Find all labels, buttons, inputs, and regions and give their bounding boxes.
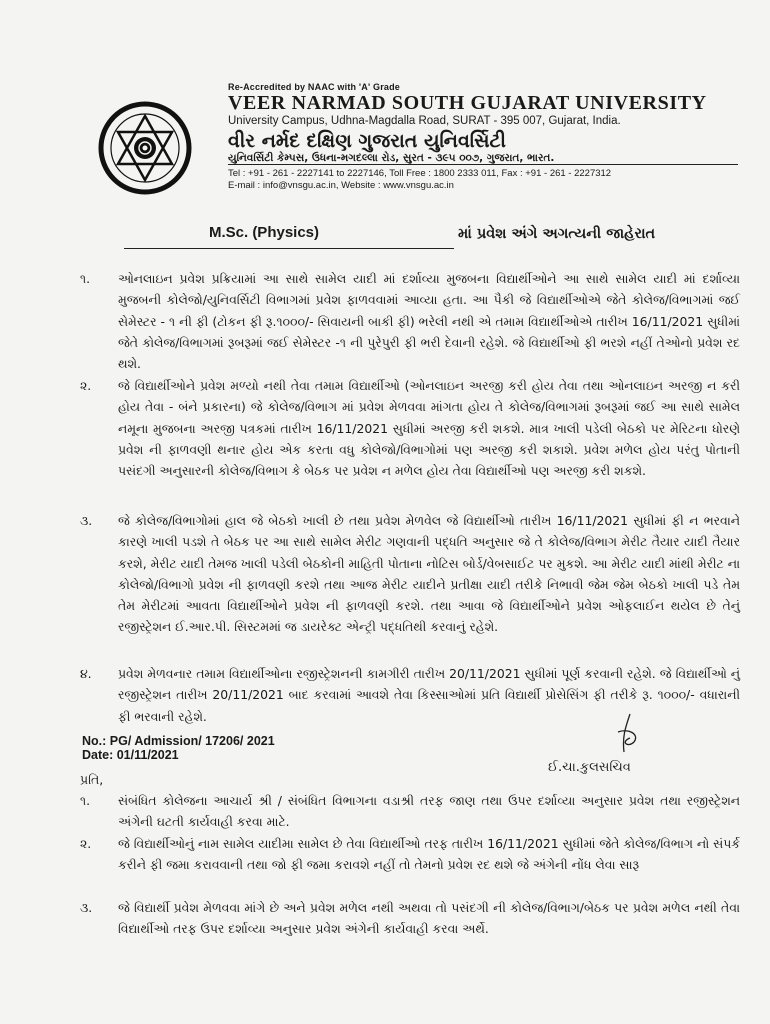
reference-date: Date: 01/11/2021 — [82, 748, 179, 762]
paragraph-text: પ્રવેશ મેળવનાર તમામ વિદ્યાર્થીઓના રજીસ્ટ્રેશનની કામગીરી તારીખ 20/11/2021 સુધીમાં પૂર્ણ કરવાની રહેશે. જે વિદ્યાર્થીઓ નું રજીસ્ટ્રેશન તારીખ 20/11/2021 બાદ કરવામાં આવશે તેવા કિસ્સાઓમાં પ્રતિ વિદ્યાર્થી પ્રોસેસિંગ ફી તરીકે રૂ. ૧૦૦૦/- વધારાની ફી ભરવાની રહેશે. — [118, 666, 740, 724]
paragraph-2 — [80, 375, 740, 481]
subject-text: M.Sc. (Physics) — [208, 224, 320, 241]
paragraph-1 — [80, 268, 740, 374]
contact-email-line: E-mail : info@vnsgu.ac.in, Website : www.vnsgu.ac.in — [228, 180, 454, 191]
recipient-text: જે વિદ્યાર્થી પ્રવેશ મેળવવા માંગે છે અને પ્રવેશ મળેલ નથી અથવા તો પસંદગી ની કોલેજ/વિભાગ/બેઠક પર પ્રવેશ મળેલ નથી તેવા વિદ્યાર્થીઓ તરફ ઉપર દર્શાવ્યા અનુસાર પ્રવેશ અંગેની કાર્યવાહી કરવા અર્થે. — [118, 900, 740, 937]
paragraph-text: જે વિદ્યાર્થીઓને પ્રવેશ મળ્યો નથી તેવા તમામ વિદ્યાર્થીઓ (ઓનલાઇન અરજી કરી હોય તેવા તથા ઓનલાઇન અરજી ન કરી હોય તેવા - બંને પ્રકારના) જે કોલેજ/વિભાગ માં પ્રવેશ મેળવવા માંગતા હોય તે કોલેજ/વિભાગમાં રૂબરૂમાં જઈ આ સાથે સામેલ નમૂના મુજબના અરજી પત્રકમાં તારીખ 16/11/2021 સુધીમાં અરજી કરી શકશે. માત્ર ખાલી પડેલી બેઠકો પર મેરિટના ધોરણે પ્રવેશ ની ફાળવણી થનાર હોય એક કરતા વધુ કોલેજો/વિભાગોમાં પણ અરજી કરી શકાશે. પ્રવેશ મળેલ હોય પરંતુ પોતાની પસંદગી અનુસારની કોલેજ/વિભાગ કે બેઠક પર પ્રવેશ ન મળેલ હોય તેવા વિદ્યાર્થીઓ પણ અરજી કરી શકશે. — [118, 378, 740, 479]
address-gujarati: યુનિવર્સિટી કેમ્પસ, ઉધના-મગદલ્લા રોડ, સુરત - ૩૯૫ ૦૦૭, ગુજરાત, ભારત. — [228, 152, 555, 164]
recipient-number: ૩. — [80, 900, 93, 915]
university-name-english: VEER NARMAD SOUTH GUJARAT UNIVERSITY — [228, 92, 707, 114]
letterhead — [228, 82, 718, 165]
paragraph-3 — [80, 510, 740, 638]
recipient-number: ૨. — [80, 836, 92, 851]
header-divider — [228, 164, 738, 165]
contact-phone-line: Tel : +91 - 261 - 2227141 to 2227146, Toll Free : 1800 2333 011, Fax : +91 - 261 - 2227312 — [228, 168, 612, 179]
paragraph-text: ઓનલાઇન પ્રવેશ પ્રક્રિયામાં આ સાથે સામેલ યાદી માં દર્શાવ્યા મુજબના વિદ્યાર્થીઓને આ સાથે સામેલ યાદી માં દર્શાવ્યા મુજબની કોલેજો/યુનિવર્સિટી વિભાગમાં પ્રવેશ ફાળવવામાં આવ્યા હતા. આ પૈકી જે વિદ્યાર્થીઓએ જેતે કોલેજ/વિભાગમાં જઈ સેમેસ્ટર - ૧ ની ફી (ટોકન ફી રૂ.૧૦૦૦/- સિવાયની બાકી ફી) ભરેલી નથી એ તમામ વિદ્યાર્થીઓએ તારીખ 16/11/2021 સુધીમાં જેતે કોલેજ/વિભાગમાં રૂબરૂમાં જઈ સેમેસ્ટર -૧ ની પુરેપુરી ફી ભરી દેવાની રહેશે. જે વિદ્યાર્થીઓ ફી ભરશે નહીં તેઓનો પ્રવેશ રદ થશે. — [118, 271, 740, 372]
notice-subject — [124, 224, 454, 249]
recipient-2 — [80, 833, 740, 876]
contact-info — [228, 168, 748, 192]
recipient-number: ૧. — [80, 793, 91, 808]
reference-number: No.: PG/ Admission/ 17206/ 2021 — [82, 734, 275, 748]
paragraph-number: ૪. — [80, 666, 92, 681]
signatory-title: ઈ.ચા.કુલસચિવ — [548, 760, 631, 775]
notice-title — [124, 224, 684, 250]
paragraph-number: ૨. — [80, 378, 92, 393]
accreditation-text: Re-Accredited by NAAC with 'A' Grade — [228, 82, 401, 92]
paragraph-number: ૧. — [80, 271, 91, 286]
notice-title-rest: માં પ્રવેશ અંગે અગત્યની જાહેરાત — [458, 226, 656, 242]
university-name-gujarati: વીર નર્મદ દક્ષિણ ગુજરાત યુનિવર્સિટી — [228, 130, 506, 152]
university-seal-logo — [80, 100, 210, 196]
signature-scribble — [600, 712, 660, 762]
recipient-1 — [80, 790, 740, 833]
recipient-text: જે વિદ્યાર્થીઓનું નામ સામેલ યાદીમા સામેલ છે તેવા વિદ્યાર્થીઓ તરફ તારીખ 16/11/2021 સુધીમાં જેતે કોલેજ/વિભાગ નો સંપર્ક કરીને ફી જમા કરાવવાની તથા જો ફી જમા કરાવશે નહીં તો તેમનો પ્રવેશ રદ થશે જે અંગેની નોંધ લેવા સારૂ — [118, 836, 740, 873]
paragraph-number: ૩. — [80, 513, 93, 528]
address-english: University Campus, Udhna-Magdalla Road, SURAT - 395 007, Gujarat, India. — [228, 115, 621, 127]
paragraph-text: જે કોલેજ/વિભાગોમાં હાલ જે બેઠકો ખાલી છે તથા પ્રવેશ મેળવેલ જે વિદ્યાર્થીઓ તારીખ 16/11/2021 સુધીમાં ફી ન ભરવાને કારણે ખાલી પડશે તે બેઠક પર આ સાથે સામેલ મેરીટ ગણવાની પદ્ધતિ અનુસાર જે તે કોલેજ/વિભાગ મેરીટ તૈયાર યાદી તૈયાર કરશે, મેરીટ યાદી તેમજ ખાલી પડેલી બેઠકોની માહિતી પોતાના નોટિસ બોર્ડ/વેબસાઈટ પર મુકશે. આ મેરીટ યાદી માંથી મેરીટ ના કોલેજો/વિભાગો પ્રવેશ ની ફાળવણી કરશે તથા આજ મેરીટ યાદીને પ્રતીક્ષા યાદી તરીકે નિભાવી જેમ જેમ બેઠકો ખાલી પડે તેમ તેમ મેરીટમાં આવતા વિદ્યાર્થીઓને પ્રવેશ ની ફાળવણી કરશે. તથા આવા જે વિદ્યાર્થીઓને પ્રવેશ ઓફલાઈન થયેલ છે તેનું રજીસ્ટ્રેશન ઈ.આર.પી. સિસ્ટમમાં જ ડાયરેક્ટ એન્ટ્રી પદ્ધતિથી કરવાનું રહેશે. — [118, 513, 740, 635]
recipient-3 — [80, 897, 740, 940]
to-label: પ્રતિ, — [80, 772, 104, 787]
recipient-text: સંબંધિત કોલેજના આચાર્ય શ્રી / સંબંધિત વિભાગના વડાશ્રી તરફ જાણ તથા ઉપર દર્શાવ્યા અનુસાર પ્રવેશ તથા રજીસ્ટ્રેશન અંગેની ઘટતી કાર્યવાહી કરવા માટે. — [118, 793, 740, 830]
